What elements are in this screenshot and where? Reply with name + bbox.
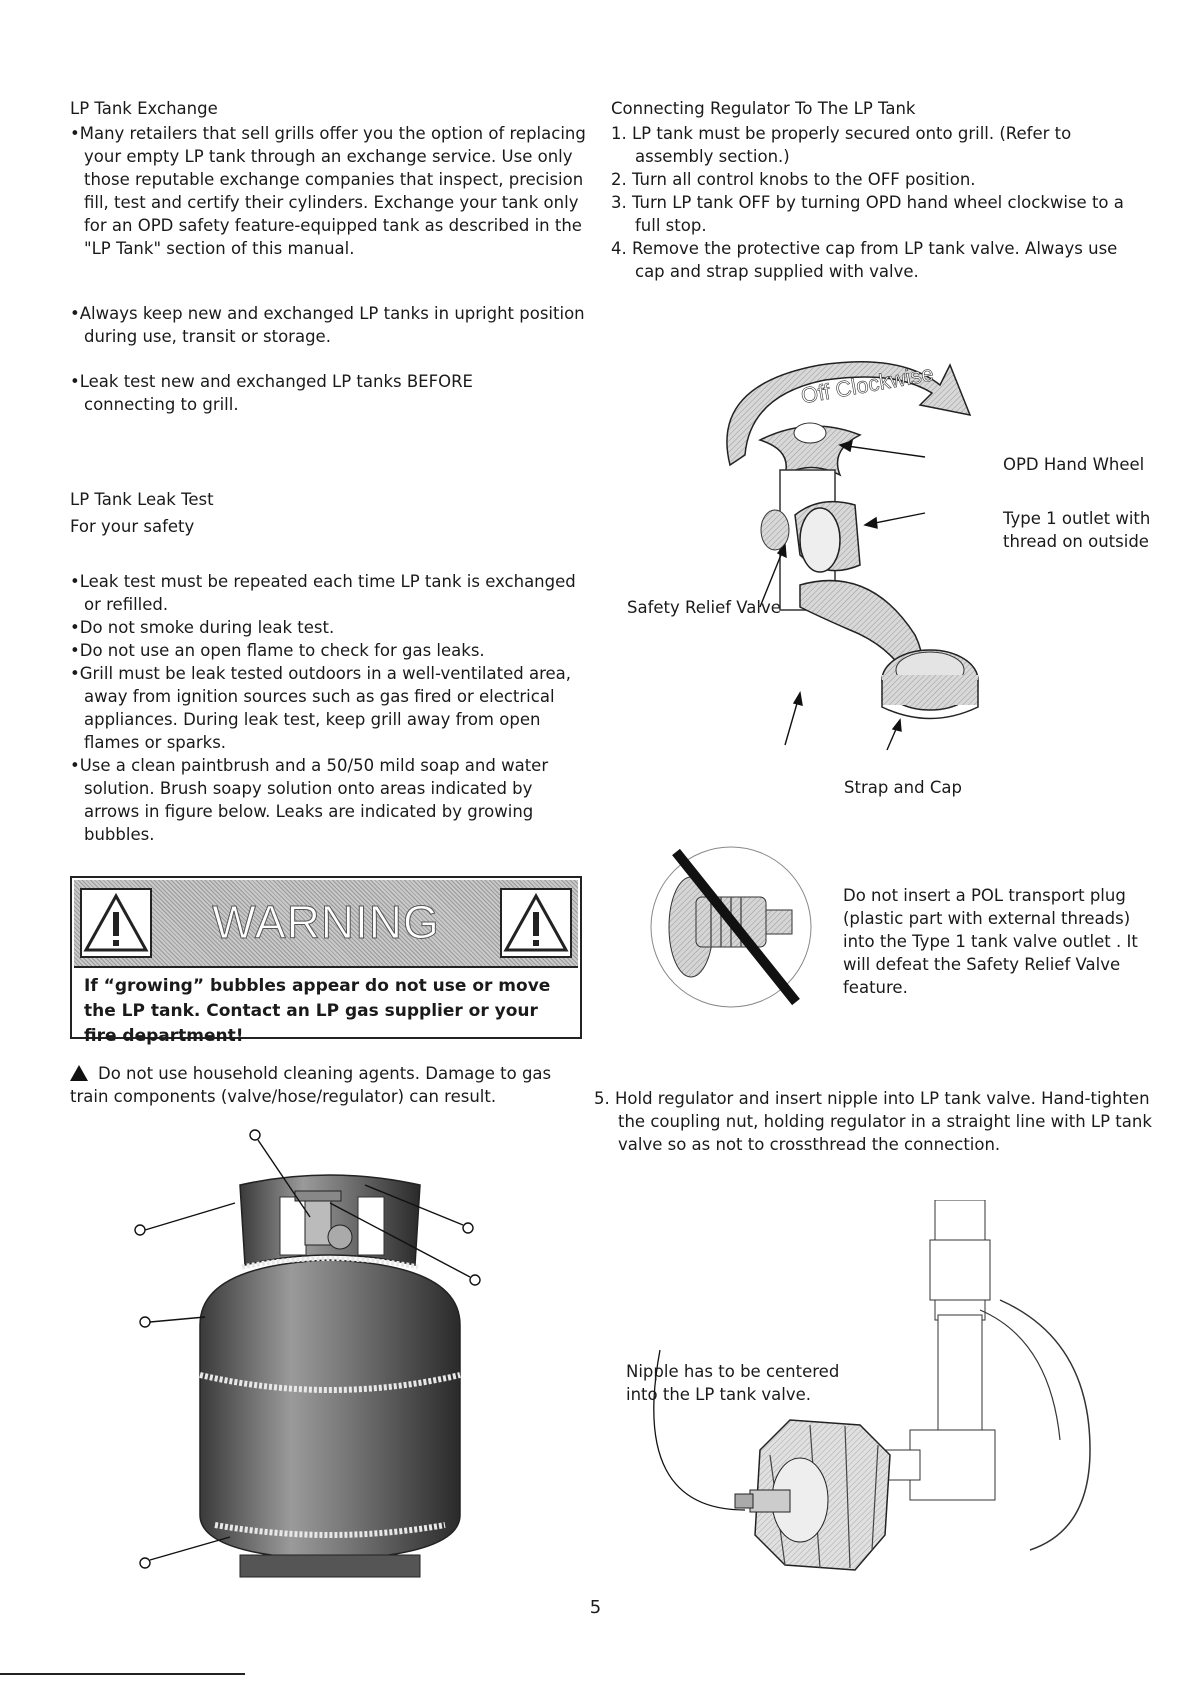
caution-triangle-icon — [70, 1065, 88, 1081]
outlet-label: thread on outside — [1003, 532, 1149, 551]
leak-bullet: •Leak test must be repeated each time LP tank is exchanged or refilled. — [70, 572, 576, 614]
leak-bullets — [70, 570, 590, 846]
nipple-label: into the LP tank valve. — [626, 1385, 812, 1404]
leak-test-subheading: For your safety — [70, 517, 195, 536]
nipple-label: Nipple has to be centered — [626, 1362, 840, 1381]
leak-bullet: •Use a clean paintbrush and a 50/50 mild soap and water solution. Brush soapy solution onto areas indicated by arrows in figure below. Leaks are indicated by growing bubbles. — [70, 756, 549, 844]
warning-banner — [74, 880, 578, 968]
leak-test-heading: LP Tank Leak Test — [70, 490, 214, 509]
connect-step: 2. Turn all control knobs to the OFF position. — [611, 170, 976, 189]
warning-box — [70, 876, 582, 1046]
caution-text: Do not use household cleaning agents. Damage to gas train components (valve/hose/regulator) can result. — [70, 1064, 552, 1106]
connect-step: 1. LP tank must be properly secured onto grill. (Refer to assembly section.) — [611, 124, 1072, 166]
warning-triangle-icon — [80, 888, 152, 958]
off-clockwise-label: Off Clockwise — [799, 360, 936, 409]
connect-step-5: 5. Hold regulator and insert nipple into LP tank valve. Hand-tighten the coupling nut, holding regulator in a straight line with LP tank valve so as not to crossthread the connection. — [594, 1089, 1152, 1154]
leak-bullet: •Do not smoke during leak test. — [70, 618, 335, 637]
right-column — [611, 97, 1146, 283]
left-column — [70, 97, 600, 260]
lp-tank-illustration — [130, 1125, 530, 1580]
connect-heading: Connecting Regulator To The LP Tank — [611, 99, 916, 118]
pol-plug-note: Do not insert a POL transport plug (plastic part with external threads) into the Type 1 tank valve outlet . It will defeat the Safety Relief Valve feature. — [843, 886, 1138, 997]
exchange-heading: LP Tank Exchange — [70, 99, 218, 118]
strap-and-cap-label: Strap and Cap — [844, 778, 962, 797]
safety-relief-valve-label: Safety Relief Valve — [627, 598, 781, 617]
leaktest-bullet: •Leak test new and exchanged LP tanks BEFORE connecting to grill. — [70, 372, 473, 414]
leak-bullet: •Do not use an open flame to check for gas leaks. — [70, 641, 485, 660]
exchange-paragraph: •Many retailers that sell grills offer you the option of replacing your empty LP tank through an exchange service. Use only those reputable exchange companies that inspect, precision fill, test and certify their cylinders. Exchange your tank only for an OPD safety feature-equipped tank as described in the "LP Tank" section of this manual. — [70, 124, 586, 258]
warning-title: WARNING — [212, 896, 440, 948]
pol-plug-prohibited-illustration — [636, 842, 826, 1012]
opd-hand-wheel-label: OPD Hand Wheel — [1003, 455, 1145, 474]
valve-illustration — [700, 345, 1040, 765]
outlet-label: Type 1 outlet with — [1003, 509, 1151, 528]
caution-note — [70, 1062, 590, 1108]
warning-text: If “growing” bubbles appear do not use or move the LP tank. Contact an LP gas supplier or your fire department! — [84, 976, 551, 1046]
connect-step: 3. Turn LP tank OFF by turning OPD hand wheel clockwise to a full stop. — [611, 193, 1124, 235]
leak-bullet: •Grill must be leak tested outdoors in a well-ventilated area, away from ignition sources such as gas fired or electrical appliances. During leak test, keep grill away from open flames or sparks. — [70, 664, 571, 752]
connect-step: 4. Remove the protective cap from LP tank valve. Always use cap and strap supplied with valve. — [611, 239, 1118, 281]
warning-triangle-icon — [500, 888, 572, 958]
page-number: 5 — [589, 1597, 602, 1618]
footer-rule — [0, 1673, 245, 1675]
upright-bullet: •Always keep new and exchanged LP tanks in upright position during use, transit or storage. — [70, 304, 585, 346]
